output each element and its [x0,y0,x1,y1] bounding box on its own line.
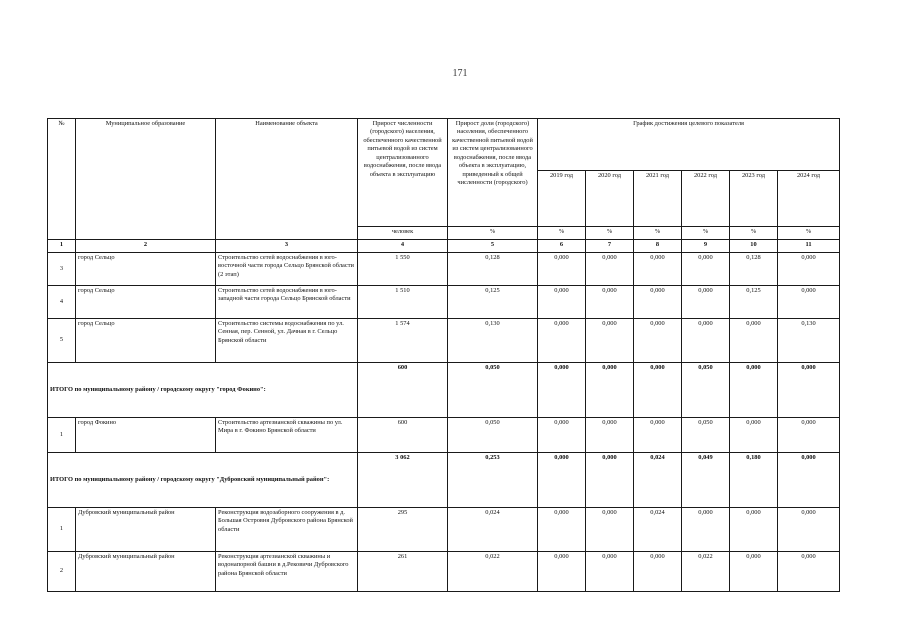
row-number: 5 [48,319,76,363]
unit-share: % [448,227,538,240]
row-object: Строительство сетей водоснабжения в юго-западной части города Сельцо Брянской области [216,286,358,319]
row-population: 1 574 [358,319,448,363]
target-indicator-table [47,118,840,592]
unit-percent: % [538,227,586,240]
total-population: 3 062 [358,453,448,508]
row-year-value: 0,000 [538,253,586,286]
unit-percent: % [778,227,840,240]
page-number: 171 [452,68,468,79]
row-year-value: 0,022 [682,552,730,592]
table-row [48,508,840,552]
column-number: 8 [634,240,682,253]
table-row [48,253,840,286]
header-year: 2022 год [682,171,730,227]
total-year-value: 0,000 [634,363,682,418]
row-number: 1 [48,418,76,453]
header-no: № [48,119,76,240]
column-number: 1 [48,240,76,253]
row-municipality: Дубровский муниципальный район [76,552,216,592]
header-year: 2019 год [538,171,586,227]
header-year: 2024 год [778,171,840,227]
total-year-value: 0,024 [634,453,682,508]
row-year-value: 0,000 [778,253,840,286]
row-share: 0,022 [448,552,538,592]
unit-percent: % [634,227,682,240]
total-population: 600 [358,363,448,418]
column-number: 6 [538,240,586,253]
row-population: 261 [358,552,448,592]
total-year-value: 0,000 [778,453,840,508]
column-number: 2 [76,240,216,253]
row-year-value: 0,000 [730,552,778,592]
header-year: 2020 год [586,171,634,227]
row-year-value: 0,000 [634,418,682,453]
row-municipality: Дубровский муниципальный район [76,508,216,552]
row-number: 4 [48,286,76,319]
row-year-value: 0,130 [778,319,840,363]
header-share: Прирост доли (городского) населения, обеспеченного качественной питьевой водой из систем централизованного водоснабжения, после ввода объекта в эксплуатацию, приведенный к общей численности (городского) [448,119,538,227]
row-year-value: 0,000 [778,418,840,453]
row-year-value: 0,000 [634,253,682,286]
table-row [48,286,840,319]
row-population: 1 510 [358,286,448,319]
table-row [48,319,840,363]
row-number: 1 [48,508,76,552]
row-year-value: 0,128 [730,253,778,286]
row-year-value: 0,000 [634,552,682,592]
row-year-value: 0,000 [538,508,586,552]
header-year: 2023 год [730,171,778,227]
row-year-value: 0,000 [538,286,586,319]
total-label: ИТОГО по муниципальному району / городскому округу "Дубровский муниципальный район": [48,453,358,508]
total-year-value: 0,000 [538,363,586,418]
row-year-value: 0,000 [778,552,840,592]
total-year-value: 0,000 [730,363,778,418]
row-object: Строительство сетей водоснабжения в юго-восточной части города Сельцо Брянской области (2 этап) [216,253,358,286]
total-share: 0,253 [448,453,538,508]
row-year-value: 0,000 [634,319,682,363]
row-year-value: 0,000 [586,418,634,453]
column-number: 7 [586,240,634,253]
header-year: 2021 год [634,171,682,227]
total-row [48,363,840,418]
header-population: Прирост численности (городского) населения, обеспеченного качественной питьевой водой из систем централизованного водоснабжения, после ввода объекта в эксплуатацию [358,119,448,227]
row-year-value: 0,024 [634,508,682,552]
column-numbers-row [48,240,840,253]
row-year-value: 0,000 [730,508,778,552]
row-year-value: 0,000 [586,286,634,319]
row-population: 295 [358,508,448,552]
row-number: 2 [48,552,76,592]
header-schedule: График достижения целевого показателя [538,119,840,171]
total-row [48,453,840,508]
table-row [48,418,840,453]
row-year-value: 0,000 [538,552,586,592]
total-year-value: 0,049 [682,453,730,508]
row-year-value: 0,000 [586,253,634,286]
table-row [48,552,840,592]
row-year-value: 0,000 [682,508,730,552]
row-year-value: 0,000 [586,319,634,363]
row-municipality: город Фокино [76,418,216,453]
row-year-value: 0,000 [730,418,778,453]
row-year-value: 0,000 [778,508,840,552]
row-municipality: город Сельцо [76,253,216,286]
row-share: 0,050 [448,418,538,453]
total-year-value: 0,000 [778,363,840,418]
total-year-value: 0,180 [730,453,778,508]
row-year-value: 0,000 [538,418,586,453]
row-year-value: 0,000 [586,508,634,552]
row-object: Строительство артезианской скважины по ул. Мира в г. Фокино Брянской области [216,418,358,453]
row-year-value: 0,000 [778,286,840,319]
unit-population: человек [358,227,448,240]
total-year-value: 0,000 [538,453,586,508]
row-year-value: 0,000 [682,253,730,286]
row-year-value: 0,050 [682,418,730,453]
unit-percent: % [586,227,634,240]
row-share: 0,024 [448,508,538,552]
header-row [48,119,840,171]
total-share: 0,050 [448,363,538,418]
row-municipality: город Сельцо [76,286,216,319]
row-population: 600 [358,418,448,453]
row-year-value: 0,000 [682,286,730,319]
column-number: 10 [730,240,778,253]
row-object: Реконструкция водозаборного сооружения в д. Большая Островня Дубровского района Брянской области [216,508,358,552]
column-number: 3 [216,240,358,253]
row-year-value: 0,000 [730,319,778,363]
column-number: 5 [448,240,538,253]
row-year-value: 0,000 [682,319,730,363]
column-number: 9 [682,240,730,253]
total-year-value: 0,000 [586,363,634,418]
row-number: 3 [48,253,76,286]
row-object: Строительство системы водоснабжения по ул. Сенная, пер. Сенной, ул. Дачная в г. Сельцо Брянской области [216,319,358,363]
row-year-value: 0,000 [538,319,586,363]
total-year-value: 0,000 [586,453,634,508]
unit-percent: % [682,227,730,240]
row-population: 1 550 [358,253,448,286]
row-share: 0,125 [448,286,538,319]
row-share: 0,130 [448,319,538,363]
total-year-value: 0,050 [682,363,730,418]
header-object: Наименование объекта [216,119,358,240]
row-year-value: 0,125 [730,286,778,319]
column-number: 11 [778,240,840,253]
header-municipality: Муниципальное образование [76,119,216,240]
row-object: Реконструкция артезианской скважины и водонапорной башни в д.Рековичи Дубровского района Брянской области [216,552,358,592]
total-label: ИТОГО по муниципальному району / городскому округу "город Фокино": [48,363,358,418]
row-year-value: 0,000 [634,286,682,319]
row-year-value: 0,000 [586,552,634,592]
column-number: 4 [358,240,448,253]
row-share: 0,128 [448,253,538,286]
unit-percent: % [730,227,778,240]
row-municipality: город Сельцо [76,319,216,363]
